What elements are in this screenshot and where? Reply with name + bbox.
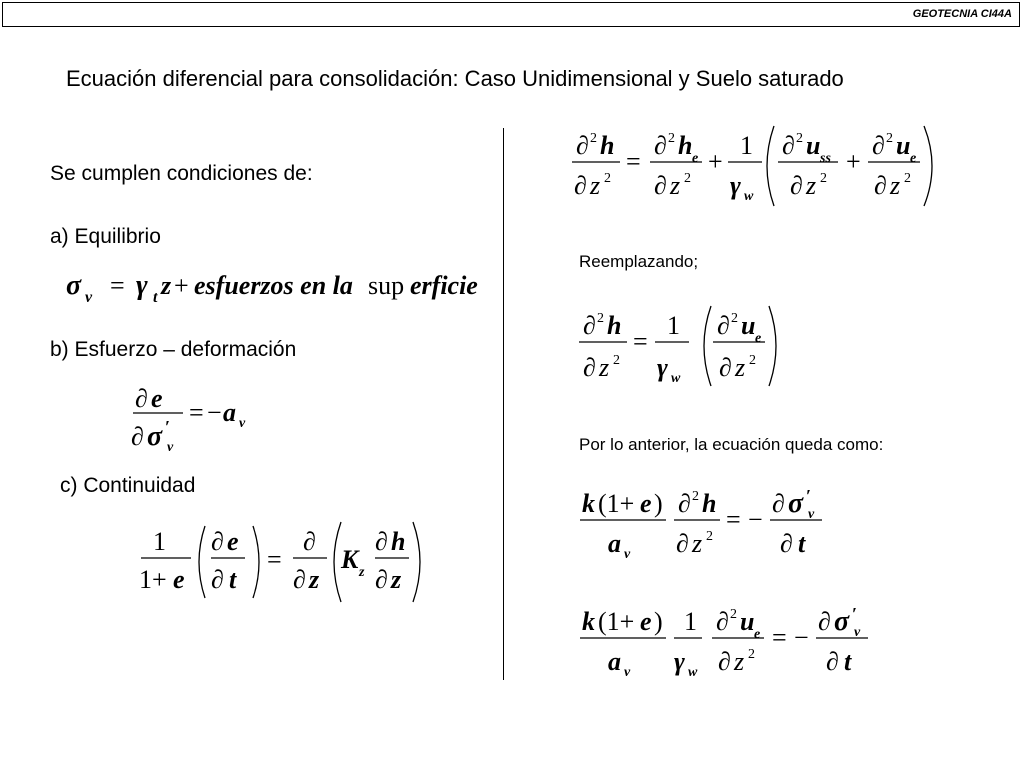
svg-text:+: + [174, 271, 189, 300]
svg-text:∂: ∂ [717, 311, 730, 340]
svg-text:v: v [85, 289, 93, 306]
conditions-intro: Se cumplen condiciones de: [50, 162, 313, 185]
equilibrium-label: a) Equilibrio [50, 225, 161, 248]
svg-text:2: 2 [731, 311, 738, 326]
svg-text:1: 1 [667, 311, 680, 340]
svg-text:e: e [173, 565, 185, 594]
stress-strain-equation [125, 375, 265, 455]
svg-text:z: z [735, 353, 746, 382]
svg-text:z: z [590, 171, 601, 200]
head-equation [568, 122, 948, 210]
svg-text:(1+: (1+ [598, 607, 635, 636]
svg-text:t: t [153, 289, 158, 306]
svg-text:e: e [910, 151, 917, 166]
svg-text:2: 2 [796, 131, 803, 146]
svg-text:∂: ∂ [772, 489, 785, 518]
svg-text:t: t [229, 565, 237, 594]
svg-text:h: h [678, 131, 693, 160]
svg-text:2: 2 [684, 171, 691, 186]
svg-text:∂: ∂ [583, 311, 596, 340]
svg-text:z: z [599, 353, 610, 382]
svg-text:2: 2 [613, 353, 620, 368]
svg-text:h: h [391, 527, 406, 556]
svg-text:∂: ∂ [131, 422, 144, 451]
svg-text:u: u [896, 131, 911, 160]
svg-text:2: 2 [597, 311, 604, 326]
slide-title: Ecuación diferencial para consolidación: Caso Unidimensional y Suelo saturado [66, 66, 844, 91]
svg-text:z: z [692, 529, 703, 558]
svg-text:a: a [223, 398, 236, 427]
svg-text:∂: ∂ [874, 171, 887, 200]
svg-text:e: e [755, 331, 762, 346]
svg-text:2: 2 [820, 171, 827, 186]
svg-text:v: v [624, 547, 631, 562]
svg-text:′: ′ [165, 417, 171, 437]
surface-word-a: sup [368, 271, 405, 300]
svg-text:2: 2 [748, 647, 755, 662]
svg-text:w: w [671, 371, 681, 386]
svg-text:(1+: (1+ [598, 489, 635, 518]
svg-text:): ) [654, 607, 663, 636]
svg-text:σ: σ [147, 421, 163, 452]
svg-text:u: u [740, 607, 755, 636]
final-equation-head [578, 480, 838, 566]
svg-text:ss: ss [820, 151, 831, 166]
svg-text:e: e [692, 151, 699, 166]
svg-text:−: − [794, 623, 809, 652]
svg-text:e: e [151, 384, 163, 413]
svg-text:=: = [772, 623, 787, 652]
svg-text:z: z [309, 565, 320, 594]
svg-text:a: a [608, 647, 621, 676]
svg-text:∂: ∂ [780, 529, 793, 558]
svg-text:−: − [207, 398, 222, 427]
svg-text:∂: ∂ [211, 565, 224, 594]
svg-text:2: 2 [749, 353, 756, 368]
svg-text:γ: γ [657, 353, 668, 382]
svg-text:w: w [688, 665, 698, 680]
column-divider [503, 128, 504, 680]
svg-text:=: = [726, 505, 741, 534]
svg-text:=: = [633, 327, 648, 356]
svg-text:e: e [227, 527, 239, 556]
equilibrium-words: esfuerzos en la [194, 271, 353, 300]
surface-word-b: erficie [410, 271, 478, 300]
svg-text:′: ′ [806, 486, 812, 506]
svg-text:a: a [608, 529, 621, 558]
svg-text:2: 2 [590, 131, 597, 146]
continuity-equation [135, 518, 435, 604]
svg-text:σ: σ [834, 606, 850, 637]
svg-text:u: u [741, 311, 756, 340]
svg-text:1: 1 [153, 527, 166, 556]
svg-text:z: z [391, 565, 402, 594]
svg-text:e: e [754, 627, 761, 642]
svg-text:∂: ∂ [375, 565, 388, 594]
svg-text:2: 2 [604, 171, 611, 186]
svg-text:z: z [734, 647, 745, 676]
svg-text:σ: σ [788, 488, 804, 519]
therefore-label: Por lo anterior, la ecuación queda como: [579, 435, 884, 454]
svg-text:∂: ∂ [583, 353, 596, 382]
svg-text:∂: ∂ [303, 527, 316, 556]
svg-text:∂: ∂ [654, 171, 667, 200]
svg-text:∂: ∂ [718, 647, 731, 676]
svg-text:∂: ∂ [576, 131, 589, 160]
svg-text:v: v [624, 665, 631, 680]
svg-text:∂: ∂ [375, 527, 388, 556]
svg-text:e: e [640, 489, 652, 518]
final-equation-pressure [578, 598, 878, 684]
svg-text:w: w [744, 189, 754, 204]
replacing-label: Reemplazando; [579, 252, 699, 271]
svg-text:): ) [654, 489, 663, 518]
svg-text:e: e [640, 607, 652, 636]
svg-text:z: z [161, 271, 172, 300]
svg-text:γ: γ [730, 171, 741, 200]
svg-text:z: z [670, 171, 681, 200]
svg-text:K: K [341, 545, 359, 574]
svg-text:γ: γ [674, 647, 685, 676]
stress-strain-label: b) Esfuerzo – deformación [50, 338, 297, 361]
svg-text:=: = [110, 271, 125, 300]
svg-text:2: 2 [886, 131, 893, 146]
svg-text:+: + [708, 147, 723, 176]
svg-text:′: ′ [852, 604, 858, 624]
svg-text:h: h [607, 311, 622, 340]
svg-text:−: − [748, 505, 763, 534]
svg-text:z: z [359, 565, 365, 580]
svg-text:z: z [890, 171, 901, 200]
svg-text:∂: ∂ [719, 353, 732, 382]
svg-text:∂: ∂ [790, 171, 803, 200]
svg-text:v: v [808, 507, 815, 522]
svg-text:∂: ∂ [872, 131, 885, 160]
svg-text:∂: ∂ [676, 529, 689, 558]
continuity-label: c) Continuidad [60, 474, 196, 497]
svg-text:2: 2 [904, 171, 911, 186]
svg-text:∂: ∂ [211, 527, 224, 556]
svg-text:2: 2 [692, 489, 699, 504]
svg-text:∂: ∂ [818, 607, 831, 636]
svg-text:v: v [167, 440, 174, 455]
svg-text:∂: ∂ [678, 489, 691, 518]
svg-text:+: + [846, 147, 861, 176]
svg-text:k: k [582, 489, 595, 518]
svg-text:σ: σ [66, 270, 82, 301]
svg-text:t: t [798, 529, 806, 558]
svg-text:γ: γ [136, 270, 148, 301]
svg-text:t: t [844, 647, 852, 676]
svg-text:2: 2 [668, 131, 675, 146]
svg-text:2: 2 [706, 529, 713, 544]
equilibrium-equation [60, 262, 500, 312]
svg-text:∂: ∂ [716, 607, 729, 636]
course-tag: GEOTECNIA CI44A [912, 8, 1012, 20]
svg-text:1: 1 [684, 607, 697, 636]
svg-text:v: v [854, 625, 861, 640]
svg-text:v: v [239, 416, 246, 431]
svg-text:k: k [582, 607, 595, 636]
replaced-equation [575, 300, 795, 388]
svg-text:∂: ∂ [574, 171, 587, 200]
svg-text:h: h [702, 489, 717, 518]
svg-text:=: = [189, 398, 204, 427]
svg-text:=: = [267, 545, 282, 574]
svg-text:z: z [806, 171, 817, 200]
svg-text:∂: ∂ [135, 384, 148, 413]
svg-text:=: = [626, 147, 641, 176]
header-frame [2, 2, 1020, 27]
svg-text:∂: ∂ [782, 131, 795, 160]
svg-text:1+: 1+ [139, 565, 167, 594]
svg-text:∂: ∂ [654, 131, 667, 160]
svg-text:∂: ∂ [826, 647, 839, 676]
svg-text:∂: ∂ [293, 565, 306, 594]
svg-text:2: 2 [730, 607, 737, 622]
svg-text:1: 1 [740, 131, 753, 160]
svg-text:u: u [806, 131, 821, 160]
svg-text:h: h [600, 131, 615, 160]
